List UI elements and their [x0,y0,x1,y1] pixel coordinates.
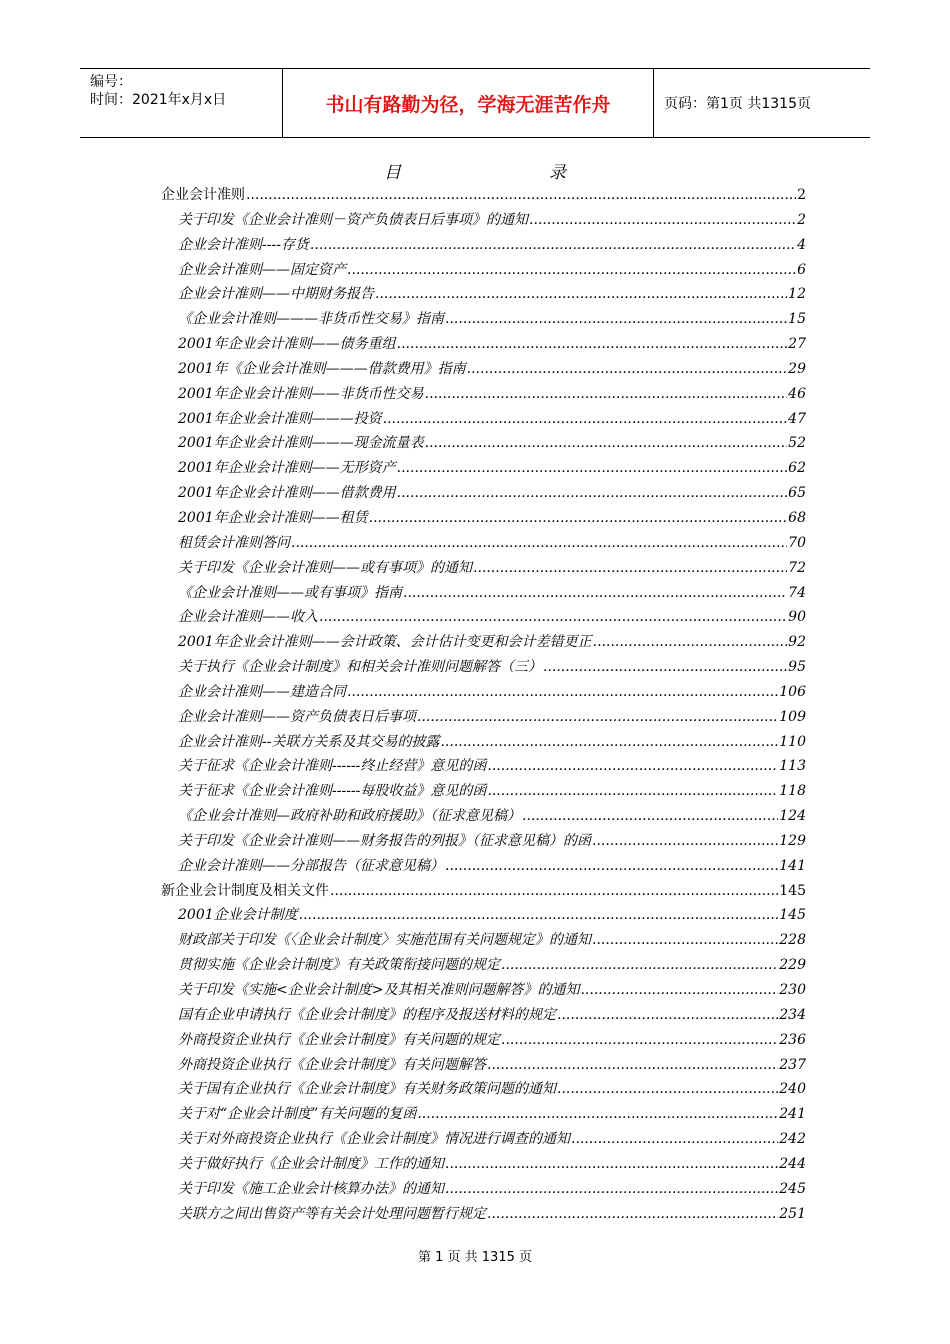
toc-entry[interactable] [161,333,806,358]
toc-leader-dots [291,535,787,551]
toc-entry[interactable] [161,681,806,706]
toc-leader-dots [592,932,778,948]
toc-entry-title: 企业会计准则——建造合同 [178,683,346,700]
toc-entry[interactable] [161,1004,806,1029]
toc-entry-page: 95 [788,659,806,676]
toc-entry-title: 外商投资企业执行《企业会计制度》有关问题解答 [178,1056,486,1073]
toc-title-left: 目 [384,163,401,183]
toc-entry-title: 企业会计准则——分部报告（征求意见稿） [178,857,444,874]
toc-leader-dots [425,435,788,451]
toc-title-right: 录 [549,163,566,183]
toc-entry-title: 租赁会计准则答问 [178,534,290,551]
toc-entry-page: 241 [779,1106,806,1123]
toc-entry-page: 15 [788,311,806,328]
toc-leader-dots [467,361,788,377]
toc-leader-dots [310,237,796,253]
toc-entry-page: 27 [788,336,806,353]
toc-entry-page: 47 [788,410,806,427]
toc-entry-title: 2001年企业会计准则——债务重组 [178,336,396,353]
toc-entry-page: 141 [779,857,806,874]
toc-entry[interactable] [161,731,806,756]
header-meta [80,69,283,137]
toc-entry-page: 145 [779,907,806,924]
toc-entry-page: 62 [788,460,806,477]
toc-leader-dots [445,1181,778,1197]
toc-entry-title: 《企业会计准则—政府补助和政府援助》（征求意见稿） [178,808,521,825]
toc-leader-dots [487,758,778,774]
toc-entry-page: 29 [788,360,806,377]
toc-entry[interactable] [161,209,806,234]
toc-entry-title: 2001年《企业会计准则———借款费用》指南 [178,360,466,377]
toc-leader-dots [347,684,778,700]
toc-entry[interactable] [161,1029,806,1054]
toc-entry[interactable] [161,457,806,482]
toc-entry[interactable] [161,234,806,259]
toc-leader-dots [417,1106,778,1122]
toc-entry-title: 2001年企业会计准则———投资 [178,410,382,427]
toc-entry-title: 贯彻实施《企业会计制度》有关政策衔接问题的规定 [178,957,500,974]
toc-entry[interactable] [161,954,806,979]
toc-entry-title: 关于印发《企业会计准则——或有事项》的通知 [178,559,472,576]
toc-entry-title: 关于印发《企业会计准则——财务报告的列报》（征求意见稿）的函 [178,832,591,849]
toc-entry-page: 234 [779,1006,806,1023]
number-label: 编号： [90,74,132,90]
page-label: 页码：第1页 共1315页 [664,96,811,112]
toc-entry-page: 242 [779,1131,806,1148]
table-of-contents [161,184,806,1227]
toc-entry-title: 企业会计准则——固定资产 [178,261,346,278]
toc-entry-title: 关联方之间出售资产等有关会计处理问题暂行规定 [178,1205,486,1222]
toc-entry[interactable] [161,755,806,780]
toc-entry[interactable] [161,283,806,308]
toc-leader-dots [580,982,778,998]
toc-entry-title: 2001年企业会计准则——会计政策、会计估计变更和会计差错更正 [178,634,592,651]
toc-entry-title: 2001年企业会计准则——借款费用 [178,485,396,502]
toc-entry-page: 124 [779,808,806,825]
toc-leader-dots [593,634,788,650]
toc-entry[interactable] [161,1178,806,1203]
time-label: 时间：2021年x月x日 [90,92,227,108]
toc-entry-title: 企业会计准则——收入 [178,609,318,626]
toc-entry-page: 229 [779,957,806,974]
toc-entry-title: 2001年企业会计准则——非货币性交易 [178,385,424,402]
toc-leader-dots [397,336,788,352]
toc-entry-title: 《企业会计准则———非货币性交易》指南 [178,311,444,328]
toc-leader-dots [445,1156,778,1172]
toc-entry[interactable] [161,1153,806,1178]
toc-entry-title: 关于对“企业会计制度”有关问题的复函 [178,1106,417,1123]
toc-leader-dots [246,187,796,203]
toc-entry[interactable] [161,259,806,284]
toc-entry-page: 129 [779,832,806,849]
toc-leader-dots [425,386,788,402]
toc-entry-title: 关于征求《企业会计准则------每股收益》意见的函 [178,783,487,800]
toc-leader-dots [397,485,788,501]
toc-entry-page: 110 [779,733,806,750]
toc-entry[interactable] [161,780,806,805]
toc-entry[interactable] [161,1203,806,1228]
toc-entry-page: 92 [788,634,806,651]
toc-leader-dots [417,709,778,725]
toc-section-entry[interactable] [161,880,806,905]
toc-entry-page: 118 [779,783,806,800]
toc-leader-dots [522,808,778,824]
toc-entry-title: 关于征求《企业会计准则------终止经营》意见的函 [178,758,487,775]
toc-entry-page: 52 [788,435,806,452]
toc-leader-dots [487,1057,778,1073]
toc-entry[interactable] [161,308,806,333]
toc-entry-title: 2001年企业会计准则———现金流量表 [178,435,424,452]
toc-entry-title: 关于做好执行《企业会计制度》工作的通知 [178,1155,444,1172]
toc-entry-title: 企业会计准则——资产负债表日后事项 [178,708,416,725]
page-footer: 第 1 页 共 1315 页 [417,1250,533,1265]
toc-entry-page: 244 [779,1155,806,1172]
toc-entry[interactable] [161,532,806,557]
toc-entry[interactable] [161,656,806,681]
toc-entry[interactable] [161,830,806,855]
toc-entry-page: 109 [779,708,806,725]
page-header [80,68,870,138]
toc-entry-page: 74 [788,584,806,601]
toc-title [0,158,950,183]
toc-leader-dots [330,883,778,899]
toc-entry-title: 关于印发《施工企业会计核算办法》的通知 [178,1180,444,1197]
toc-entry-page: 145 [779,882,806,899]
motto: 书山有路勤为径，学海无涯苦作舟 [283,69,654,137]
toc-leader-dots [347,262,796,278]
toc-entry[interactable] [161,1078,806,1103]
toc-leader-dots [445,311,787,327]
toc-entry-title: 财政部关于印发《〈企业会计制度〉实施范围有关问题规定》的通知 [178,932,591,949]
toc-entry[interactable] [161,706,806,731]
toc-entry-title: 2001年企业会计准则——无形资产 [178,460,396,477]
toc-entry[interactable] [161,1103,806,1128]
toc-entry[interactable] [161,358,806,383]
toc-leader-dots [369,510,788,526]
toc-leader-dots [571,1131,778,1147]
toc-entry-page: 106 [779,683,806,700]
toc-entry-page: 237 [779,1056,806,1073]
toc-entry[interactable] [161,507,806,532]
toc-entry-page: 113 [779,758,806,775]
toc-entry-title: 企业会计准则----存货 [178,236,309,253]
toc-entry[interactable] [161,408,806,433]
toc-entry-title: 关于执行《企业会计制度》和相关会计准则问题解答（三） [178,659,542,676]
toc-leader-dots [529,212,796,228]
toc-entry-page: 2 [797,187,806,203]
toc-entry[interactable] [161,557,806,582]
toc-leader-dots [445,858,778,874]
toc-entry-page: 72 [788,559,806,576]
toc-entry-title: 《企业会计准则——或有事项》指南 [178,584,402,601]
toc-entry-page: 12 [788,286,806,303]
toc-leader-dots [487,1206,778,1222]
toc-leader-dots [501,957,778,973]
toc-entry[interactable] [161,1054,806,1079]
toc-entry-title: 2001企业会计制度 [178,907,298,924]
toc-entry[interactable] [161,432,806,457]
toc-entry[interactable] [161,855,806,880]
toc-entry-page: 65 [788,485,806,502]
toc-section-entry[interactable] [161,184,806,209]
toc-leader-dots [557,1081,778,1097]
toc-entry-title: 新企业会计制度及相关文件 [161,882,329,899]
toc-entry-title: 企业会计准则——中期财务报告 [178,286,374,303]
toc-entry[interactable] [161,979,806,1004]
toc-entry[interactable] [161,582,806,607]
toc-entry-page: 70 [788,534,806,551]
toc-leader-dots [557,1007,778,1023]
toc-entry-page: 245 [779,1180,806,1197]
toc-leader-dots [319,609,787,625]
toc-entry-page: 6 [797,261,806,278]
toc-leader-dots [375,286,787,302]
toc-leader-dots [383,411,788,427]
toc-leader-dots [403,585,787,601]
toc-entry[interactable] [161,805,806,830]
toc-entry-title: 企业会计准则--关联方关系及其交易的披露 [178,733,440,750]
toc-entry-title: 关于印发《实施<企业会计制度>及其相关准则问题解答》的通知 [178,982,580,998]
toc-entry-page: 230 [779,982,806,998]
toc-entry-page: 251 [779,1205,806,1222]
toc-entry-page: 228 [779,932,806,949]
toc-leader-dots [299,907,779,923]
toc-leader-dots [440,734,778,750]
toc-entry-title: 国有企业申请执行《企业会计制度》的程序及报送材料的规定 [178,1006,556,1023]
toc-leader-dots [543,659,787,675]
toc-entry-page: 240 [779,1081,806,1098]
toc-entry-page: 2 [797,211,806,228]
toc-entry[interactable] [161,904,806,929]
toc-entry[interactable] [161,929,806,954]
toc-entry[interactable] [161,1128,806,1153]
toc-entry-title: 2001年企业会计准则——租赁 [178,509,368,526]
toc-leader-dots [397,460,788,476]
toc-entry-page: 46 [788,385,806,402]
toc-leader-dots [487,783,778,799]
toc-entry-title: 关于对外商投资企业执行《企业会计制度》情况进行调查的通知 [178,1131,570,1148]
toc-entry-title: 企业会计准则 [161,187,245,203]
toc-entry-title: 关于国有企业执行《企业会计制度》有关财务政策问题的通知 [178,1081,556,1098]
toc-entry[interactable] [161,606,806,631]
toc-entry[interactable] [161,482,806,507]
toc-entry-page: 68 [788,509,806,526]
toc-entry-page: 4 [797,236,806,253]
toc-leader-dots [473,560,787,576]
toc-entry[interactable] [161,631,806,656]
toc-entry-page: 236 [779,1031,806,1048]
toc-leader-dots [592,833,778,849]
toc-entry-title: 关于印发《企业会计准则－资产负债表日后事项》的通知 [178,211,528,228]
toc-entry-page: 90 [788,609,806,626]
toc-entry[interactable] [161,383,806,408]
toc-leader-dots [501,1032,778,1048]
toc-entry-title: 外商投资企业执行《企业会计制度》有关问题的规定 [178,1031,500,1048]
